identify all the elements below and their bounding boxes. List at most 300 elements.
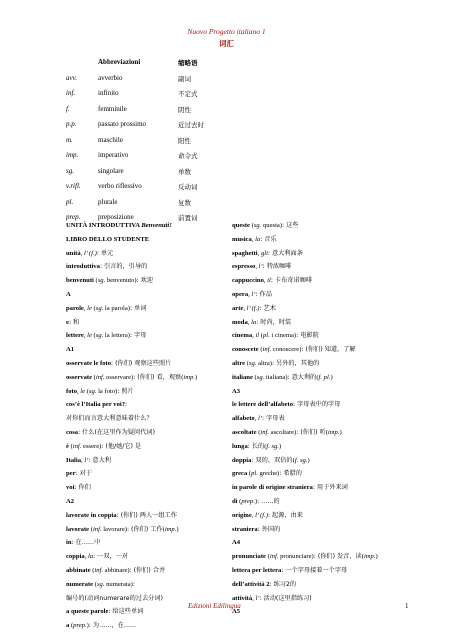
entry-term: LIBRO DELLO STUDENTE (66, 235, 150, 243)
entry-text: ) (254, 497, 258, 505)
vocabulary-entry (232, 440, 402, 454)
vocabulary-entry (66, 385, 236, 399)
entry-term: abbinate (66, 566, 91, 574)
entry-term: cosa (66, 428, 79, 436)
abbreviation-short: sg. (66, 166, 74, 175)
entry-text: ) (339, 428, 342, 436)
entry-text: ( (90, 566, 95, 574)
entry-grammar: sg. (95, 304, 104, 312)
entry-text: ( (249, 222, 254, 229)
vocabulary-entry (232, 357, 402, 371)
entry-grammar: imp. (327, 428, 340, 436)
entry-term: greca (232, 470, 248, 478)
entry-translation: : 照片 (117, 387, 134, 395)
entry-translation: : 一双，一对 (93, 553, 129, 561)
entry-text: ( (361, 553, 364, 561)
vocabulary-entry (66, 357, 236, 371)
entry-grammar: l’ (f.) (246, 304, 260, 312)
entry-grammar: inf. (92, 525, 102, 533)
entry-term: A1 (66, 346, 75, 354)
entry-translation: : 字母表中的字母 (293, 401, 341, 409)
entry-grammar: imp. (164, 525, 177, 533)
entry-grammar: sg. (97, 277, 106, 285)
entry-text: , (248, 290, 252, 298)
vocabulary-entry (66, 219, 236, 233)
vocabulary-entry (232, 412, 402, 426)
entry-term: a queste parole (66, 608, 109, 616)
abbreviation-chinese: 前置词 (178, 214, 198, 222)
entry-text: , (81, 456, 85, 464)
entry-translation: : 外国的 (257, 525, 281, 533)
entry-translation: : 时尚，时装 (256, 318, 292, 326)
vocabulary-entry (232, 467, 402, 481)
entry-grammar: l’ (251, 290, 256, 298)
entry-grammar: le (80, 387, 86, 395)
entry-term: lettera per lettera (232, 566, 282, 574)
vocabulary-entry (66, 523, 236, 537)
entry-text: ) (194, 373, 198, 381)
entry-term: Italia (66, 456, 82, 464)
entry-term: A4 (232, 539, 241, 547)
entry-grammar: imp. (363, 553, 376, 561)
vocabulary-entry (232, 385, 402, 399)
entry-text: ( (256, 428, 261, 436)
entry-translation: : 引言的，引导的 (99, 263, 148, 271)
entry-text: ( (68, 442, 73, 450)
entry-term: in (66, 539, 72, 547)
entry-translation: : 特浓咖啡 (262, 263, 292, 271)
entry-term: Benvenuti! (141, 222, 172, 229)
vocabulary-entry (66, 536, 236, 550)
entry-text: ( (93, 277, 98, 285)
entry-text: ( (325, 428, 328, 436)
entry-translation: : 艺术 (259, 304, 276, 312)
abbreviation-short: prep. (66, 213, 81, 221)
entry-translation: : (你们) 发音，读 (313, 553, 362, 561)
entry-text: ) (279, 442, 282, 450)
entry-term: osservate (66, 373, 92, 381)
vocabulary-entry (232, 302, 402, 316)
entry-text: ( (252, 373, 257, 381)
entry-translation: : 卡布奇诺咖啡 (270, 277, 313, 285)
entry-term: introduttiva (66, 263, 100, 271)
entry-text: osservare) (104, 373, 134, 381)
entry-translation: : 字母 (129, 332, 147, 340)
entry-term: A2 (66, 497, 75, 505)
entry-translation: : 一个字母接着一个字母 (281, 566, 348, 574)
vocabulary-entry (66, 426, 236, 440)
entry-text: ( (92, 373, 96, 381)
vocabulary-entry (66, 371, 236, 385)
entry-grammar: inf. (260, 428, 270, 436)
entry-text: , (80, 249, 84, 257)
entry-grammar: inf. (72, 442, 82, 450)
vocabulary-entry (66, 495, 236, 509)
abbreviation-italian: imperativo (98, 151, 129, 159)
vocabulary-entry (66, 288, 236, 302)
abbreviation-italian: avverbio (98, 73, 123, 82)
entry-text: ( (247, 470, 252, 478)
entry-term: cappuccino (232, 277, 264, 285)
entry-translation: : 你们 (74, 484, 91, 492)
entry-grammar: le (87, 332, 92, 340)
entry-text: ( (162, 525, 165, 533)
entry-text: altra) (256, 359, 272, 367)
entry-translation: : (125, 401, 128, 409)
entry-translation: : 作品 (255, 290, 272, 298)
entry-term: moda (232, 318, 248, 326)
entry-grammar: le (87, 304, 92, 312)
entry-text: , (254, 415, 259, 423)
entry-text: italiana) (264, 373, 288, 381)
entry-term: per (66, 470, 76, 478)
vocabulary-entry (66, 412, 236, 426)
entry-term: arte (232, 304, 244, 312)
vocabulary-entry (232, 481, 402, 495)
entry-text: ( (264, 442, 267, 450)
vocabulary-entry (232, 371, 402, 385)
vocabulary-entry (232, 343, 402, 357)
abbreviation-chinese: 复数 (178, 198, 191, 207)
entry-translation: : 给这些单词 (108, 608, 144, 616)
vocabulary-entry (66, 440, 236, 454)
entry-grammar: il (255, 332, 260, 340)
entry-text: ascoltare) (269, 428, 297, 436)
entry-grammar: la (87, 553, 94, 561)
vocabulary-entry (66, 550, 236, 564)
abbreviation-short: p.p. (66, 120, 77, 128)
entry-translation: : 练习2的 (269, 580, 297, 588)
entry-grammar: la (255, 235, 261, 243)
vocabulary-entry (66, 578, 236, 592)
entry-term: cinema (232, 332, 253, 340)
abbreviation-italian: preposizione (98, 213, 134, 221)
entry-term: di (232, 497, 238, 505)
abbreviation-italian: infinito (98, 89, 119, 97)
entry-text: ( (69, 622, 74, 630)
entry-text: , (243, 304, 247, 312)
vocabulary-entry (66, 274, 236, 288)
abbreviation-italian: verbo riflessivo (98, 182, 142, 190)
entry-grammar: sg. (96, 580, 105, 588)
entry-text: ( (91, 332, 96, 340)
vocabulary-entry (66, 302, 236, 316)
vocabulary-entry (66, 329, 236, 343)
entry-text: , (257, 249, 261, 257)
entry-grammar: l’ (f.) (83, 249, 97, 257)
entry-term: e (66, 318, 69, 326)
entry-translation: : 在……中 (71, 539, 101, 547)
entry-grammar: l’ (84, 456, 89, 464)
entry-translation: : 为……，在…… (88, 622, 137, 630)
vocabulary-entry (232, 426, 402, 440)
entry-grammar: inf. (269, 553, 279, 561)
entry-grammar: gli (260, 249, 268, 257)
entry-term: numerate (66, 580, 94, 588)
entry-text: benvenuto) (105, 277, 137, 285)
entry-term: A3 (232, 387, 241, 395)
entry-term: A5 (232, 608, 241, 616)
entry-text: , (84, 553, 88, 561)
entry-grammar: la (251, 318, 257, 326)
entry-grammar: l’ (255, 594, 260, 602)
entry-text: ) (86, 622, 89, 630)
abbreviation-chinese: 单数 (178, 167, 191, 176)
entry-text: , (251, 235, 256, 243)
entry-text: lavorare) (101, 525, 127, 533)
abbreviation-italian: singolare (98, 166, 124, 175)
entry-translation: : (你们) 工作 (127, 525, 163, 533)
entry-text: la lettera) (103, 332, 130, 340)
entry-text: pronunciare) (278, 553, 314, 561)
entry-grammar: sg. (88, 387, 97, 395)
entry-text: ) (176, 525, 179, 533)
entry-text: essere) (81, 442, 102, 450)
vocabulary-entry (66, 454, 236, 468)
abbreviation-italian: Abbreviazioni (98, 58, 141, 66)
entry-text: questa) (261, 222, 283, 229)
entry-text: , (255, 263, 259, 271)
entry-translation: : 活动(这里指练习) (259, 594, 312, 602)
entry-term: cos’è l’Italia per voi? (66, 401, 126, 409)
abbreviation-short: imp. (66, 151, 79, 159)
abbreviation-chinese: 阴性 (178, 105, 191, 114)
entry-grammar: pl. (262, 332, 270, 340)
entry-translation: : 意大利的 (287, 373, 317, 381)
vocabulary-entry (66, 398, 236, 412)
entry-text: ( (259, 332, 263, 340)
entry-translation: : (你们) 知道，了解 (301, 346, 356, 354)
vocabulary-entry (66, 233, 236, 247)
entry-translation: : 另外的，其他的 (272, 359, 320, 367)
entry-translation: : 希腊的 (279, 470, 302, 478)
entry-text: ( (181, 373, 184, 381)
entry-text: , (252, 594, 256, 602)
entry-term: origine (232, 511, 252, 519)
entry-translation: 编号的(动词numerare的过去分词) (66, 594, 163, 602)
entry-translation: : 字母表 (262, 415, 285, 423)
entry-term: italiane (232, 373, 253, 381)
vocabulary-entry (232, 288, 402, 302)
abbreviation-short: inf. (66, 89, 76, 97)
entry-term: è (66, 442, 69, 450)
document-title: Nuovo Progetto italiano 1 (187, 27, 266, 36)
abbreviation-short: v.rifl. (66, 182, 81, 190)
entry-term: lavorate (66, 525, 90, 533)
vocabulary-entry (232, 550, 402, 564)
abbreviation-italian: femminile (98, 104, 127, 113)
entry-grammar: sg. (95, 332, 104, 340)
entry-term: spaghetti (232, 249, 258, 257)
entry-text: , (252, 332, 256, 340)
entry-term: musica (232, 235, 252, 243)
entry-translation: : 单元 (96, 249, 114, 257)
entry-text: conoscere) (271, 346, 302, 354)
entry-term: UNITÀ INTRODUTTIVA (66, 222, 142, 229)
vocabulary-entry (232, 536, 402, 550)
entry-text: ( (91, 304, 96, 312)
abbreviation-chinese: 不定式 (178, 90, 198, 98)
entry-text: la parola) (103, 304, 130, 312)
vocabulary-entry (232, 605, 402, 619)
entry-term: foto (66, 387, 77, 395)
vocabulary-entry (232, 219, 402, 233)
abbreviation-short: f. (66, 104, 70, 113)
entry-term: attività (232, 594, 253, 602)
entry-term: altre (232, 359, 246, 367)
entry-term: voi (66, 484, 75, 492)
vocabulary-entry (232, 495, 402, 509)
abbreviation-chinese: 反动词 (178, 183, 198, 191)
entry-translation: : 和 (68, 318, 80, 326)
entry-grammar: inf. (95, 373, 105, 381)
entry-translation: : 意大利面条 (267, 249, 303, 257)
entry-term: in parole di origine straniera (232, 484, 313, 492)
vocabulary-entry (66, 260, 236, 274)
vocabulary-entry (232, 523, 402, 537)
vocabulary-entry (232, 454, 402, 468)
abbreviation-chinese: 缩略语 (178, 59, 198, 67)
entry-term: ascoltate (232, 428, 257, 436)
entry-term: unità (66, 249, 81, 257)
entry-grammar: sg. (256, 373, 265, 381)
vocabulary-entry (232, 592, 402, 606)
entry-grammar: il (267, 277, 271, 285)
abbreviation-italian: plurale (98, 197, 118, 206)
entry-text: ) (307, 456, 310, 464)
entry-term: le lettere dell’alfabeto (232, 401, 294, 409)
entry-text: ( (265, 553, 270, 561)
entry-translation: : 起源，由来 (267, 511, 303, 519)
abbreviation-italian: maschile (98, 135, 123, 144)
entry-text: ( (258, 346, 263, 354)
entry-translation: : 意大利 (88, 456, 111, 464)
entry-term: doppia (232, 456, 252, 464)
entry-text: , (263, 277, 268, 285)
entry-term: opera (232, 290, 249, 298)
abbreviation-chinese: 命令式 (178, 152, 198, 160)
entry-text: ( (89, 525, 93, 533)
vocabulary-entry (66, 509, 236, 523)
entry-term: straniera (232, 525, 258, 533)
vocabulary-entry (232, 329, 402, 343)
entry-grammar: l’ (258, 415, 263, 423)
entry-grammar: f. sg. (266, 442, 280, 450)
entry-term: lettere (66, 332, 84, 340)
abbreviation-italian: passato prossimo (98, 120, 147, 128)
entry-translation: : (他/她/它) 是 (101, 442, 142, 450)
entry-term: lunga (232, 442, 248, 450)
entry-translation: : 电影院 (296, 332, 319, 340)
entry-text: , (83, 332, 88, 340)
entry-term: A (66, 290, 71, 298)
abbreviation-short: avv. (66, 73, 77, 82)
vocabulary-entry (66, 619, 236, 633)
abbreviation-chinese: 副词 (178, 74, 191, 83)
entry-translation: : (你们) 观察这些照片 (111, 359, 172, 367)
entry-grammar: l’ (258, 263, 263, 271)
entry-term: benvenuti (66, 277, 94, 285)
vocabulary-entry (232, 233, 402, 247)
entry-term: espresso (232, 263, 256, 271)
entry-grammar: inf. (94, 566, 104, 574)
entry-term: parole (66, 304, 84, 312)
vocabulary-entry (232, 316, 402, 330)
entry-translation: : 音乐 (260, 235, 277, 243)
entry-translation: 对你们而言意大利意味着什么？ (66, 415, 153, 423)
entry-text: numerata) (104, 580, 133, 588)
entry-text: ( (237, 497, 242, 505)
entry-translation: : (你们) 合并 (129, 566, 166, 574)
entry-grammar: f. pl. (318, 373, 331, 381)
entry-grammar: prep. (73, 622, 87, 630)
entry-translation: : 长的 (247, 442, 265, 450)
entry-text: ) (330, 373, 333, 381)
abbreviation-chinese: 近过去时 (178, 121, 204, 129)
publisher-footer: Edizioni Edilingua (188, 602, 241, 610)
entry-translation: : ……的 (257, 497, 280, 505)
vocabulary-entry (66, 316, 236, 330)
entry-translation: : (你们) 两人一组工作 (116, 511, 177, 519)
entry-text: i cinema) (269, 332, 297, 340)
entry-text: ( (245, 359, 249, 367)
entry-grammar: f. sg. (294, 456, 308, 464)
entry-translation: : 单词 (130, 304, 147, 312)
abbreviation-short: pl. (66, 197, 74, 206)
vocabulary-column-right (232, 219, 402, 619)
abbreviation-chinese: 阳性 (178, 136, 191, 145)
vocabulary-entry (66, 247, 236, 261)
vocabulary-entry (232, 247, 402, 261)
entry-text: abbinare) (103, 566, 130, 574)
entry-term: a (66, 622, 70, 630)
entry-term: osservate le foto (66, 359, 112, 367)
vocabulary-entry (232, 260, 402, 274)
abbreviation-short: m. (66, 135, 73, 144)
vocabulary-entry (66, 564, 236, 578)
entry-term: conoscete (232, 346, 259, 354)
vocabulary-entry (66, 343, 236, 357)
entry-text: la foto) (96, 387, 118, 395)
vocabulary-entry (232, 509, 402, 523)
entry-translation: : 对于 (75, 470, 92, 478)
entry-text: ( (316, 373, 319, 381)
vocabulary-entry (66, 481, 236, 495)
entry-grammar: inf. (262, 346, 272, 354)
entry-translation: : 这些 (282, 222, 299, 229)
entry-translation: : 双的，双倍的 (251, 456, 293, 464)
entry-term: queste (232, 222, 250, 229)
entry-term: pronunciate (232, 553, 266, 561)
entry-text: , (83, 304, 88, 312)
entry-text: ) (375, 553, 378, 561)
vocabulary-entry (66, 467, 236, 481)
entry-term: lavorate in coppia (66, 511, 117, 519)
entry-translation: : (你们) 看，观察 (133, 373, 182, 381)
entry-text: , (247, 318, 252, 326)
entry-grammar: l’ (f.) (255, 511, 268, 519)
vocabulary-entry (232, 564, 402, 578)
entry-text: ( (85, 387, 89, 395)
entry-grammar: prep. (241, 497, 255, 505)
entry-text: greche) (257, 470, 280, 478)
entry-grammar: pl. (251, 470, 258, 478)
vocabulary-entry (232, 578, 402, 592)
entry-translation: : (你们) 听 (296, 428, 326, 436)
vocabulary-entry (232, 398, 402, 412)
entry-term: coppia (66, 553, 85, 561)
entry-grammar: sg. (253, 222, 262, 229)
